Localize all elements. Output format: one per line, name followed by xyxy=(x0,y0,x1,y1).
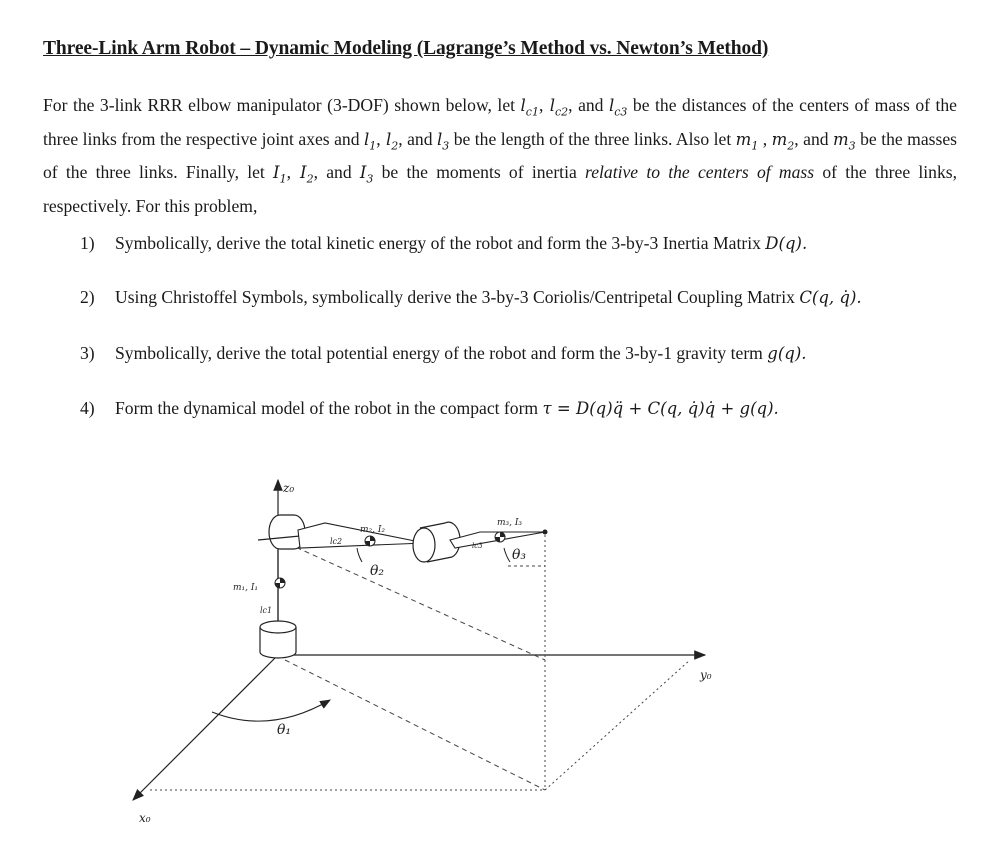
m2-i2-label: m₂, I₂ xyxy=(360,525,386,535)
m3-i3-label: m₃, I₃ xyxy=(497,518,523,528)
page-title: Three-Link Arm Robot – Dynamic Modeling (Lagrange’s Method vs. Newton’s Method) xyxy=(43,38,769,59)
emphasis-text: relative to the centers of mass xyxy=(585,162,815,183)
com-marker-3 xyxy=(495,532,505,542)
item-text: Symbolically, derive the total potential energy of the robot and form the 3-by-1 gravity term xyxy=(115,343,768,363)
theta1-label: θ₁ xyxy=(277,722,292,738)
item-text: Symbolically, derive the total kinetic energy of the robot and form the 3-by-3 Inertia Matrix xyxy=(115,233,766,253)
item-number: 4) xyxy=(80,398,95,418)
m1-i1-label: m₁, I₁ xyxy=(233,583,259,593)
item-math: τ = D(q)q̈ + C(q, q̇)q̇ + g(q). xyxy=(542,399,779,418)
theta3-label: θ₃ xyxy=(512,547,527,563)
projection-line xyxy=(280,540,545,660)
item-text: Using Christoffel Symbols, symbolically derive the 3-by-3 Coriolis/Centripetal Coupling Matrix xyxy=(115,287,800,307)
lc2-label: lc2 xyxy=(330,537,343,546)
x0-axis xyxy=(133,655,278,800)
intro-text-6: of the three links, respectively. For this problem, xyxy=(43,162,957,216)
intro-text-4: be the masses of the three links. Finally, let xyxy=(43,128,957,183)
item-math: C(q, q̇). xyxy=(799,288,862,307)
projection-line xyxy=(545,660,690,790)
intro-text-3: be the length of the three links. Also let xyxy=(449,128,736,149)
z0-label: z₀ xyxy=(283,481,295,495)
base-cylinder xyxy=(260,621,296,658)
item-math: g(q). xyxy=(767,344,807,363)
item-number: 3) xyxy=(80,343,95,363)
lc3-label: lc3 xyxy=(472,542,483,550)
intro-text-2: be the distances of the centers of mass of the three links from the respective joint axes and xyxy=(43,95,957,149)
intro-text-1: For the 3-link RRR elbow manipulator (3-DOF) shown below, let xyxy=(43,95,521,115)
theta3-arc xyxy=(504,548,510,562)
item-number: 2) xyxy=(80,287,95,307)
theta2-arc xyxy=(357,548,362,562)
x0-label: x₀ xyxy=(139,811,151,825)
item-math: D(q). xyxy=(765,234,808,253)
com-marker-1 xyxy=(275,578,285,588)
intro-text-5: be the moments of inertia xyxy=(373,162,585,183)
item-number: 1) xyxy=(80,233,95,253)
problem-statement: For the 3-link RRR elbow manipulator (3-DOF) shown below, let $l_{c1}$, $l_{c2}$, and $l_{c3}$ be the distances of the centers of mass of the three links from the respective joint axes and $l_1$, $l_2$, and $l_3$ be the length of the three links. Also let $m_1$ , $m_2$, and $m_3$ be the masses of the three links. Finally, let $I_1$, $I_2$, and $I_3$ be the moments of inertia relative to the centers of mass of the three links, respectively. For this problem, xyxy=(43,95,957,216)
com-marker-2 xyxy=(365,536,375,546)
projection-line xyxy=(285,660,545,790)
theta2-label: θ₂ xyxy=(370,563,385,579)
lc1-label: lc1 xyxy=(260,606,273,615)
y0-label: y₀ xyxy=(700,668,712,682)
item-text: Form the dynamical model of the robot in the compact form xyxy=(115,398,543,418)
end-effector xyxy=(543,530,548,535)
robot-arm-diagram xyxy=(110,465,790,835)
